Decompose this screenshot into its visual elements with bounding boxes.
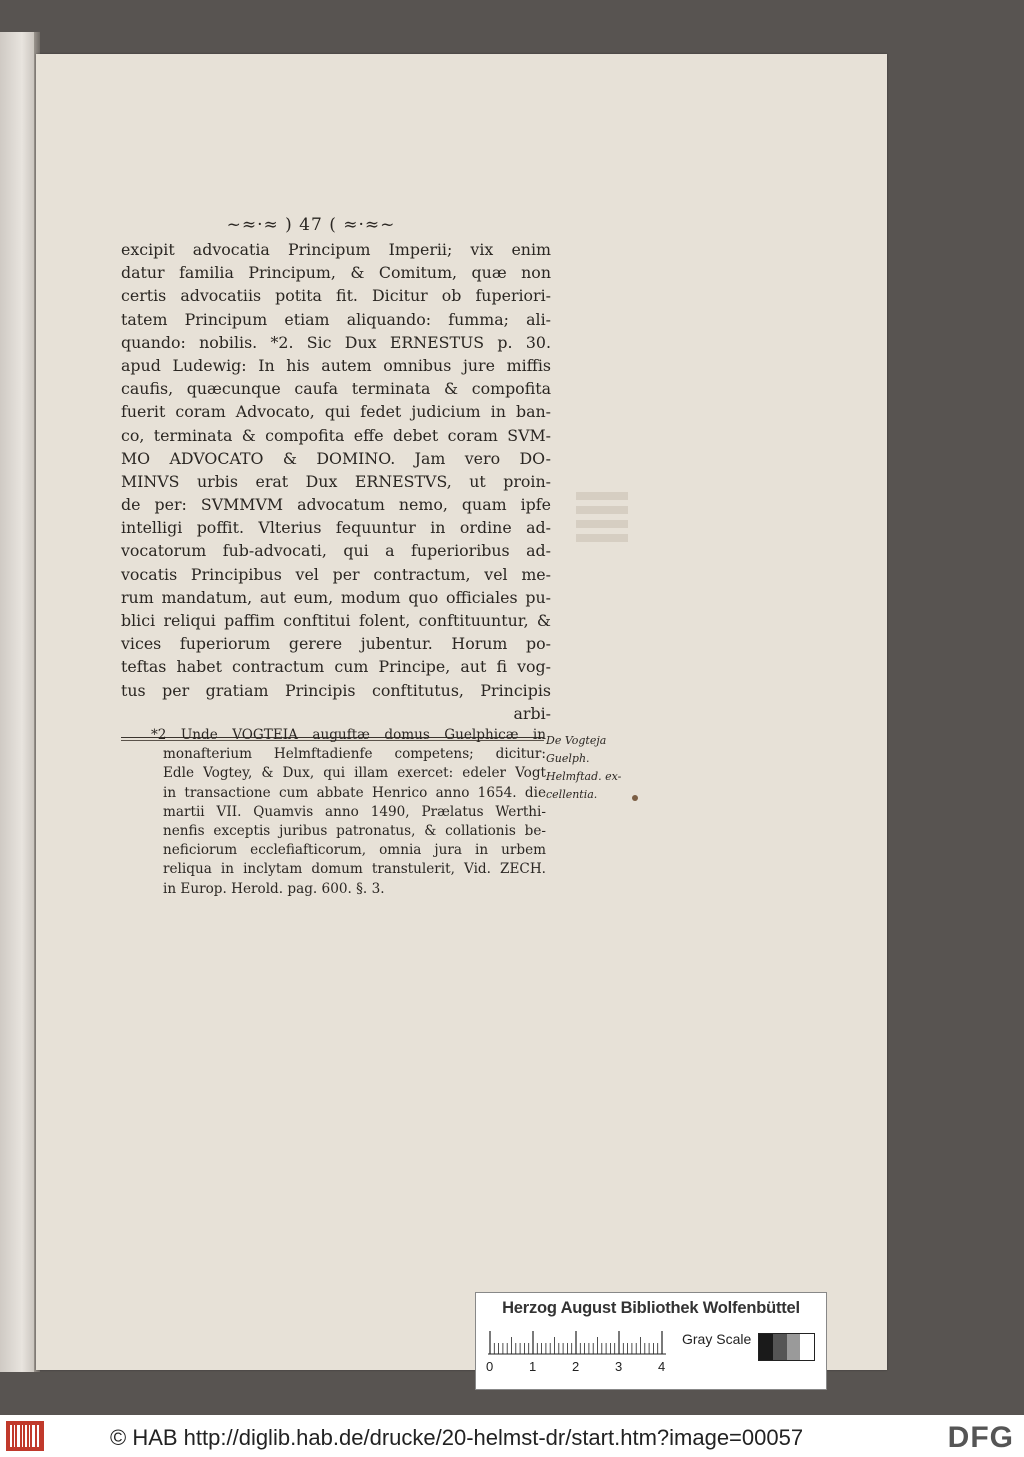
body-line: caufis, quæcunque caufa terminata & compofita — [121, 379, 551, 399]
footnote-line: nenfis exceptis juribus patronatus, & collationis be- — [163, 822, 546, 839]
document-page — [36, 54, 887, 1370]
gray-scale-label: Gray Scale — [682, 1331, 752, 1347]
ruler-number: 1 — [529, 1359, 537, 1374]
body-line: rum mandatum, aut eum, modum quo officiales pu- — [121, 587, 551, 607]
body-line: apud Ludewig: In his autem omnibus jure miffis — [121, 355, 551, 375]
gray-swatch — [800, 1334, 814, 1360]
body-line: teftas habet contractum cum Principe, aut fi vog- — [121, 657, 551, 677]
ruler-scale — [488, 1329, 666, 1355]
hab-barcode-icon — [6, 1421, 44, 1451]
body-line: MO ADVOCATO & DOMINO. Jam vero DO- — [121, 448, 551, 468]
gray-scale-swatches — [758, 1333, 815, 1361]
footnote-line: in Europ. Herold. pag. 600. §. 3. — [163, 880, 385, 897]
page-header: ~≈·≈ ) 47 ( ≈·≈~ — [226, 215, 396, 235]
ruler-numbers — [486, 1359, 676, 1375]
marginal-line: cellentia. — [546, 788, 598, 801]
marginal-line: Helmftad. ex- — [546, 770, 622, 783]
body-line: arbi- — [513, 703, 551, 723]
footnote-line: neficiorum ecclefiafticorum, omnia jura in urbem — [163, 842, 546, 859]
marginal-note — [546, 732, 666, 804]
body-line: tus per gratiam Principis conftitutus, Principis — [121, 680, 551, 700]
hab-title: Herzog August Bibliothek Wolfenbüttel — [502, 1299, 800, 1317]
facing-page-edge — [0, 32, 40, 1372]
body-line: quando: nobilis. *2. Sic Dux ERNESTUS p. 30. — [121, 332, 551, 352]
body-line: vocatis Principibus vel per contractum, vel me- — [121, 564, 551, 584]
footnote-line: *2 Unde VOGTEIA auguftæ domus Guelphicæ in — [151, 727, 546, 743]
dfg-logo: DFG — [947, 1421, 1014, 1454]
footnote-line: reliqua in inclytam domum transtulerit, Vid. ZECH. — [163, 861, 546, 878]
body-line: blici reliqui paffim conftitui folent, conftituuntur, & — [121, 611, 551, 630]
footnote-line: martii VII. Quamvis anno 1490, Prælatus Werthi- — [163, 803, 546, 820]
body-line: certis advocatiis potita fit. Dicitur ob fuperiori- — [121, 286, 551, 306]
copyright-url[interactable]: © HAB http://diglib.hab.de/drucke/20-helmst-dr/start.htm?image=00057 — [110, 1425, 804, 1450]
marginal-line: Guelph. — [546, 752, 590, 765]
body-line: tatem Principum etiam aliquando: fumma; ali- — [121, 309, 551, 329]
footnote-line: Edle Vogtey, & Dux, qui illam exercet: edeler Vogt — [163, 765, 546, 782]
footer-bar — [0, 1415, 1024, 1457]
body-line: vocatorum fub-advocati, qui a fuperioribus ad- — [121, 541, 551, 561]
body-line: datur familia Principum, & Comitum, quæ non — [121, 263, 551, 283]
body-line: de per: SVMMVM advocatum nemo, quam ipfe — [121, 495, 551, 515]
body-line: co, terminata & compofita effe debet coram SVM- — [121, 425, 551, 445]
marginal-line: De Vogteja — [546, 734, 607, 747]
main-text — [121, 212, 551, 741]
body-line: fuerit coram Advocato, qui fedet judicium in ban- — [121, 402, 551, 422]
body-line: MINVS urbis erat Dux ERNESTVS, ut proin- — [121, 471, 551, 491]
body-line: vices fuperiorum gerere jubentur. Horum po- — [121, 634, 551, 654]
body-line: intelligi poffit. Vlterius fequuntur in ordine ad- — [121, 518, 551, 538]
ruler-number: 2 — [572, 1359, 580, 1374]
gray-swatch — [787, 1334, 801, 1360]
body-lines — [121, 238, 551, 725]
ruler-number: 0 — [486, 1359, 494, 1374]
hab-color-card — [475, 1292, 827, 1390]
ruler-number: 3 — [615, 1359, 623, 1374]
ruler-number: 4 — [658, 1359, 666, 1374]
gray-swatch — [759, 1334, 773, 1360]
gray-swatch — [773, 1334, 787, 1360]
body-line: excipit advocatia Principum Imperii; vix enim — [121, 240, 551, 259]
footnote-line: monafterium Helmftadienfe competens; dicitur: — [163, 746, 546, 763]
show-through-marks — [576, 486, 628, 586]
footnote-line: in transactione cum abbate Henrico anno 1654. die — [163, 784, 546, 801]
ink-spot — [632, 795, 638, 801]
